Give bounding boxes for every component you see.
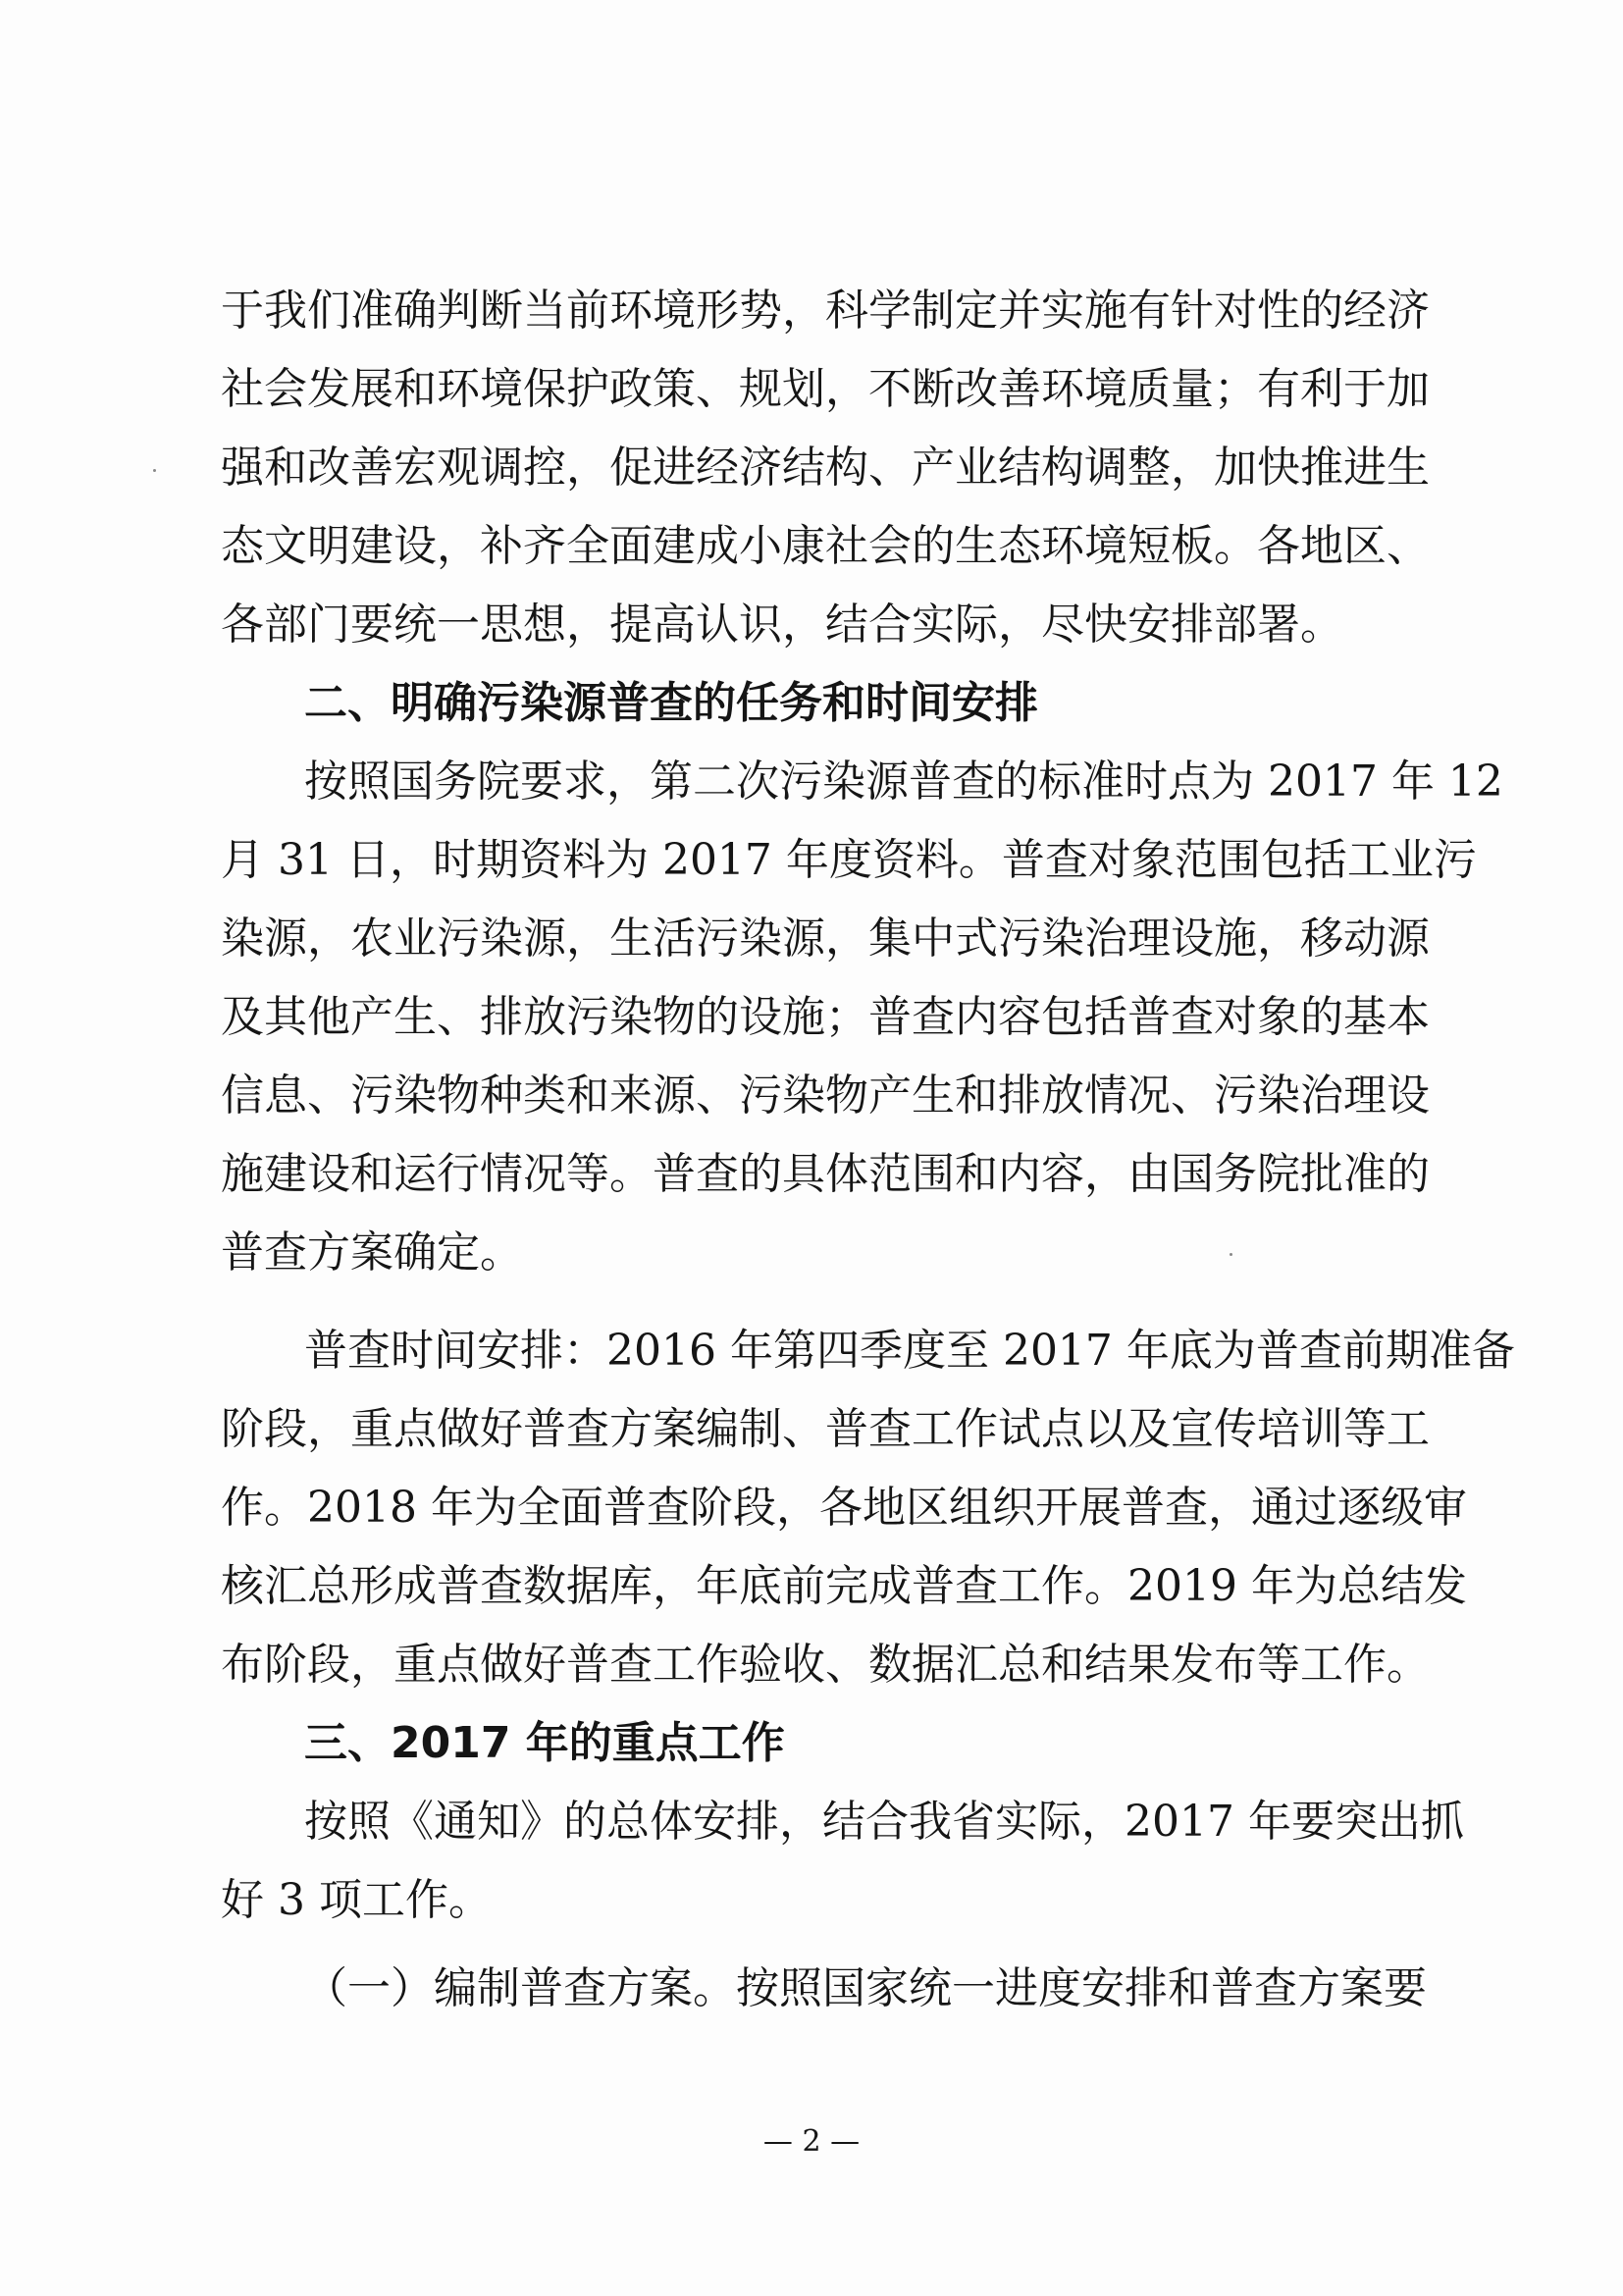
body-text-line: 阶段，重点做好普查方案编制、普查工作试点以及宣传培训等工 [221,1404,1430,1454]
body-text-line: （一）编制普查方案。按照国家统一进度安排和普查方案要 [304,1963,1427,2013]
body-text-line: 按照《通知》的总体安排，结合我省实际，2017 年要突出抓 [304,1797,1464,1847]
body-text-line: 于我们准确判断当前环境形势，科学制定并实施有针对性的经济 [221,286,1430,336]
scan-speck [153,469,156,472]
body-text-line: 普查方案确定。 [221,1227,523,1278]
body-text-line: 信息、污染物种类和来源、污染物产生和排放情况、污染治理设 [221,1070,1430,1121]
scan-speck [1230,1253,1232,1256]
section-heading: 三、2017 年的重点工作 [304,1718,785,1768]
body-text-line: 按照国务院要求，第二次污染源普查的标准时点为 2017 年 12 [304,757,1503,807]
body-text-line: 好 3 项工作。 [221,1875,492,1925]
section-heading: 二、明确污染源普查的任务和时间安排 [304,678,1038,728]
body-text-line: 作。2018 年为全面普查阶段，各地区组织开展普查，通过逐级审 [221,1483,1467,1533]
body-text-line: 及其他产生、排放污染物的设施；普查内容包括普查对象的基本 [221,992,1430,1042]
body-text-line: 强和改善宏观调控，促进经济结构、产业结构调整，加快推进生 [221,443,1430,493]
body-text-line: 态文明建设，补齐全面建成小康社会的生态环境短板。各地区、 [221,521,1430,571]
body-text-line: 施建设和运行情况等。普查的具体范围和内容，由国务院批准的 [221,1149,1430,1199]
body-text-line: 社会发展和环境保护政策、规划，不断改善环境质量；有利于加 [221,364,1430,414]
body-text-line: 核汇总形成普查数据库，年底前完成普查工作。2019 年为总结发 [221,1561,1467,1611]
body-text-line: 染源，农业污染源，生活污染源，集中式污染治理设施，移动源 [221,913,1430,964]
body-text-line: 月 31 日，时期资料为 2017 年度资料。普查对象范围包括工业污 [221,835,1477,885]
body-text-line: 各部门要统一思想，提高认识，结合实际，尽快安排部署。 [221,600,1343,650]
body-text-line: 普查时间安排：2016 年第四季度至 2017 年底为普查前期准备 [304,1326,1515,1376]
body-text-line: 布阶段，重点做好普查工作验收、数据汇总和结果发布等工作。 [221,1640,1430,1690]
page-number: — 2 — [762,2124,861,2159]
